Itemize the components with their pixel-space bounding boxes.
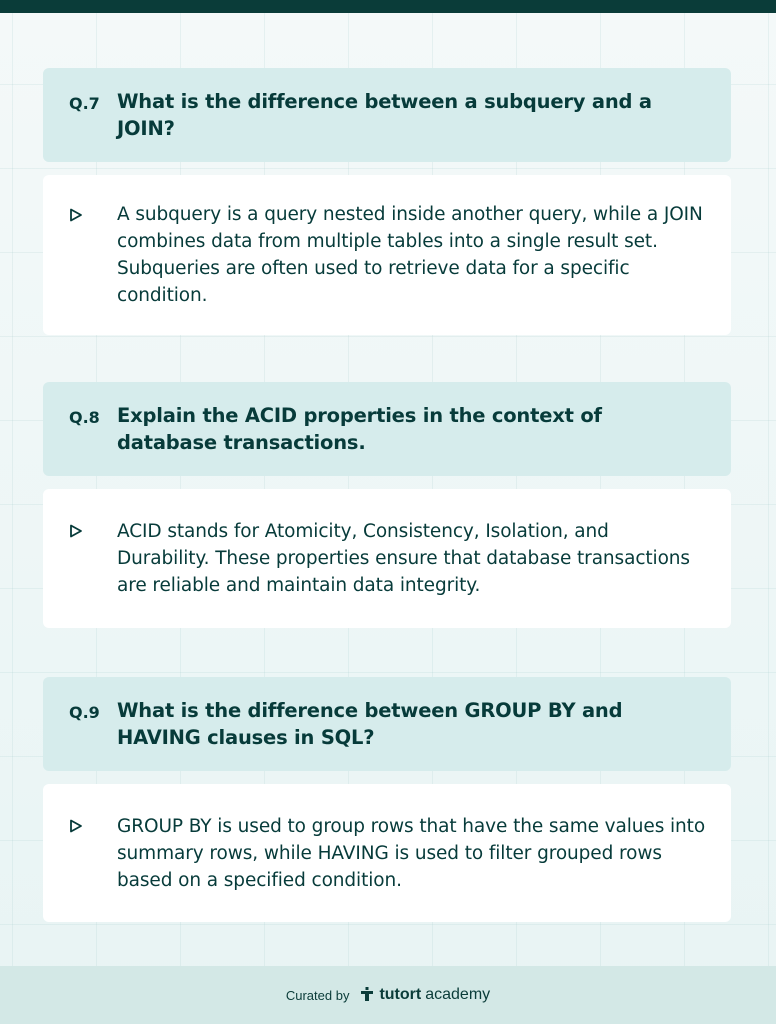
question-number: Q.9 [69,703,100,722]
answer-text: A subquery is a query nested inside another query, while a JOIN combines data from multiple tables into a single result set. Subqueries are often used to retrieve data for a specific condition. [117,204,703,306]
curated-by-label: Curated by [285,987,350,1003]
question-box [43,677,731,771]
answer-text: ACID stands for Atomicity, Consistency, Isolation, and Durability. These properties ensure that database transactions are reliable and maintain data integrity. [117,521,690,596]
question-box [43,382,731,476]
answer-box [43,489,731,628]
answer-text: GROUP BY is used to group rows that have the same values into summary rows, while HAVING is used to filter grouped rows based on a specified condition. [117,815,706,891]
question-number: Q.7 [69,94,100,113]
answer-box [43,784,731,922]
answer-box [43,175,731,335]
top-accent-bar [0,0,776,13]
qa-card-7 [43,68,731,335]
play-triangle-outline-icon [69,524,117,538]
question-text: What is the difference between GROUP BY and HAVING clauses in SQL? [117,699,623,749]
play-triangle-outline-icon [69,819,117,833]
brand-suffix: academy [425,986,491,1003]
question-number: Q.8 [69,408,100,427]
footer [0,966,776,1024]
play-triangle-outline-icon [69,208,117,222]
question-text: Explain the ACID properties in the context of database transactions. [117,404,602,454]
question-text: What is the difference between a subquery and a JOIN? [117,90,652,140]
brand-name: tutort [379,986,422,1003]
qa-card-9 [43,677,731,922]
question-box [43,68,731,162]
qa-card-8 [43,382,731,628]
tutort-logo-icon [361,986,373,1005]
